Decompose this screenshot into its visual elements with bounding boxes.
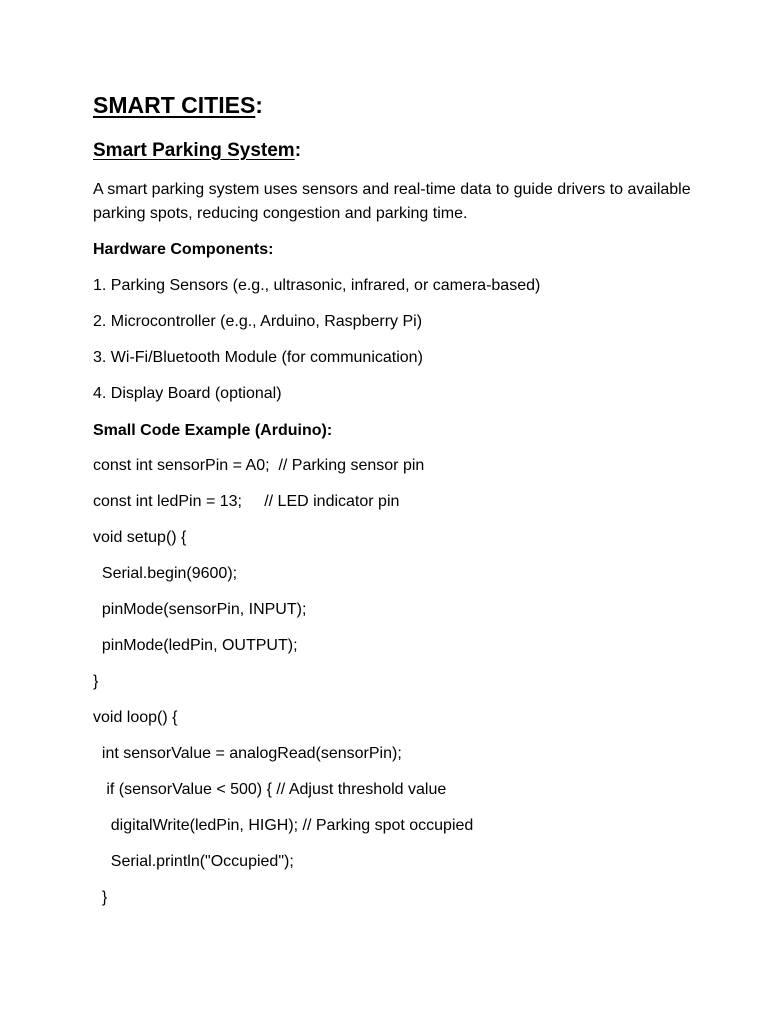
document-title-text: SMART CITIES — [93, 92, 256, 118]
code-line: int sensorValue = analogRead(sensorPin); — [93, 745, 402, 762]
section-title — [93, 138, 301, 164]
code-line: const int ledPin = 13; // LED indicator pin — [93, 493, 400, 510]
code-heading: Small Code Example (Arduino): — [93, 422, 333, 439]
section-title-text: Smart Parking System — [93, 140, 295, 161]
code-line: } — [93, 673, 99, 690]
code-line: Serial.begin(9600); — [93, 565, 238, 582]
code-line: } — [93, 889, 108, 906]
intro-paragraph: A smart parking system uses sensors and real-time data to guide drivers to available parking spots, reducing congestion and parking time. — [93, 181, 691, 222]
document-title — [93, 90, 263, 120]
hardware-item: 3. Wi-Fi/Bluetooth Module (for communication) — [93, 349, 423, 366]
code-line: pinMode(sensorPin, INPUT); — [93, 601, 307, 618]
code-line: pinMode(ledPin, OUTPUT); — [93, 637, 298, 654]
hardware-item: 2. Microcontroller (e.g., Arduino, Raspberry Pi) — [93, 313, 423, 330]
code-line: void setup() { — [93, 529, 187, 546]
hardware-item: 1. Parking Sensors (e.g., ultrasonic, infrared, or camera-based) — [93, 277, 541, 294]
section-title-colon: : — [294, 140, 302, 161]
document-title-colon: : — [255, 92, 263, 118]
code-line: Serial.println("Occupied"); — [93, 853, 294, 870]
code-line: digitalWrite(ledPin, HIGH); // Parking spot occupied — [93, 817, 474, 834]
hardware-heading: Hardware Components: — [93, 241, 274, 258]
code-line: if (sensorValue < 500) { // Adjust threshold value — [93, 781, 447, 798]
code-line: void loop() { — [93, 709, 178, 726]
hardware-item: 4. Display Board (optional) — [93, 385, 282, 402]
code-line: const int sensorPin = A0; // Parking sensor pin — [93, 457, 425, 474]
